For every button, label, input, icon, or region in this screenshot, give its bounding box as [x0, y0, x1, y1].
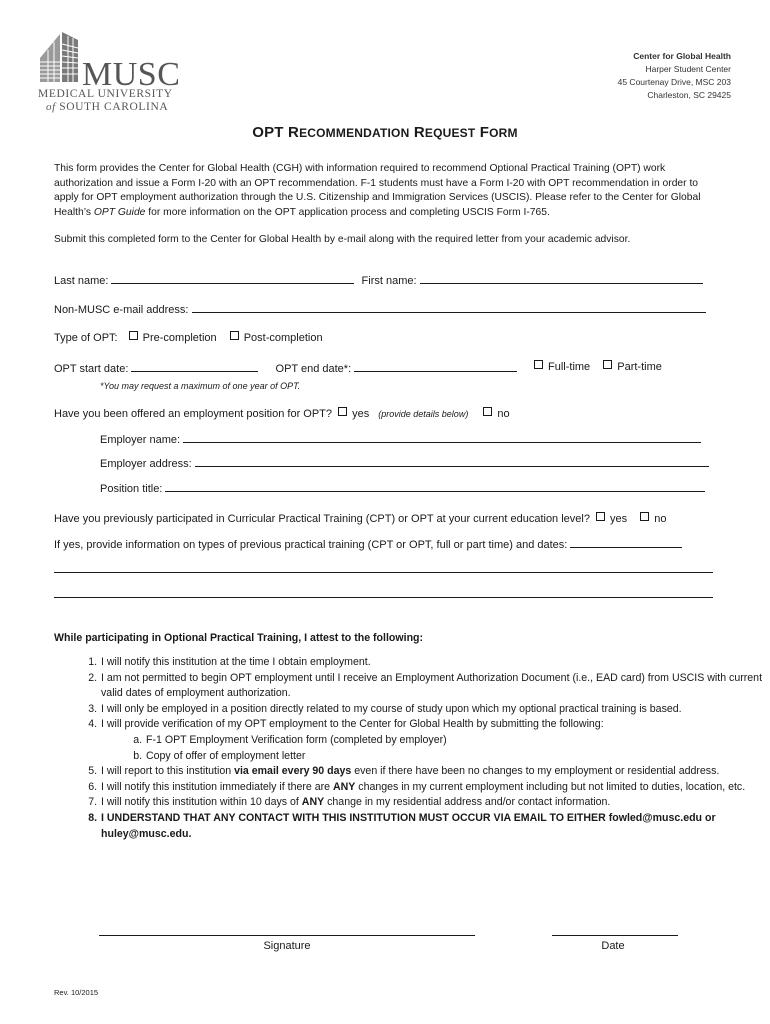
employment-offered-question: Have you been offered an employment position for OPT?: [54, 408, 333, 420]
attest-item-4b: b. Copy of offer of employment letter: [145, 749, 765, 765]
employer-address-row: [100, 455, 709, 470]
attest-item-5: 5. I will report to this institution via email every 90 days even if there have been no changes to my employment or residential address.: [100, 764, 765, 780]
position-title-row: [100, 480, 705, 495]
position-title-label: Position title:: [100, 483, 163, 495]
intro-paragraph: This form provides the Center for Global Health (CGH) with information required to recommend Optional Practical Training (OPT) work authorization and issue a Form I-20 with an OPT recommendation. F-1 students must have a Form I-20 with OPT recommendation in order to apply for OPT employment authorization through the U.S. Citizenship and Immigration Services (USCIS). Please refer to the Center for Global Health’s OPT Guide for more information on the OPT application process and completing USCIS Form I-765.: [54, 163, 701, 218]
offered-yes-label: yes: [352, 408, 370, 420]
attest-sublist: [101, 733, 765, 764]
date-line[interactable]: [552, 935, 678, 936]
employer-address-field[interactable]: [195, 455, 709, 467]
address-line-1: Harper Student Center: [645, 64, 731, 74]
address-line-2: 45 Courtenay Drive, MSC 203: [617, 77, 731, 87]
opt-end-label: OPT end date*:: [275, 363, 352, 375]
attest-list: [54, 655, 765, 842]
opt-type-label: Type of OPT:: [54, 332, 118, 344]
prior-training-line-2[interactable]: [54, 572, 713, 573]
position-title-field[interactable]: [165, 480, 705, 492]
employer-name-field[interactable]: [183, 431, 701, 443]
cpt-yes-label: yes: [610, 513, 628, 525]
cpt-question: Have you previously participated in Curricular Practical Training (CPT) or OPT at your current education level?: [54, 513, 590, 525]
full-time-label: Full-time: [548, 361, 591, 373]
opt-start-label: OPT start date:: [54, 363, 129, 375]
email-field[interactable]: [192, 301, 706, 313]
signature-line[interactable]: [99, 935, 475, 936]
prior-training-field[interactable]: [570, 536, 682, 548]
email-row: [54, 301, 706, 316]
first-name-label: First name:: [361, 275, 417, 287]
logo-subtitle-1: MEDICAL UNIVERSITY: [38, 88, 173, 100]
attest-item-2: 2. I am not permitted to begin OPT employment until I receive an Employment Authorization Document (i.e., EAD card) from USCIS with current valid dates of employment authorization.: [100, 671, 765, 702]
time-type-group: [534, 360, 662, 373]
employer-name-label: Employer name:: [100, 434, 181, 446]
revision-note: Rev. 10/2015: [54, 988, 99, 997]
cpt-yes-checkbox[interactable]: [596, 512, 605, 521]
offered-no-checkbox[interactable]: [483, 407, 492, 416]
opt-start-field[interactable]: [131, 360, 258, 372]
post-completion-label: Post-completion: [243, 332, 323, 344]
prior-training-line-3[interactable]: [54, 597, 713, 598]
signature-label: Signature: [263, 940, 311, 952]
address-line-3: Charleston, SC 29425: [647, 90, 731, 100]
attest-heading: While participating in Optional Practical Training, I attest to the following:: [54, 632, 424, 644]
employment-offered-row: [54, 407, 510, 420]
part-time-label: Part-time: [617, 361, 662, 373]
cpt-no-checkbox[interactable]: [640, 512, 649, 521]
name-row: [54, 272, 703, 287]
offered-no-label: no: [497, 408, 510, 420]
employer-name-row: [100, 431, 701, 446]
email-label: Non-MUSC e-mail address:: [54, 304, 189, 316]
attest-item-4a: a. F-1 OPT Employment Verification form (completed by employer): [145, 733, 765, 749]
attest-item-6: 6. I will notify this institution immediately if there are ANY changes in my current employment including but not limited to duties, location, etc.: [100, 780, 765, 796]
page-title: OPT RECOMMENDATION REQUEST FORM: [252, 124, 518, 141]
submit-instructions: Submit this completed form to the Center for Global Health by e-mail along with the required letter from your academic advisor.: [54, 234, 631, 245]
pre-completion-label: Pre-completion: [142, 332, 217, 344]
logo-wordmark: MUSC: [82, 56, 181, 93]
opt-dates-row: [54, 360, 517, 375]
first-name-field[interactable]: [420, 272, 703, 284]
max-opt-note: *You may request a maximum of one year of OPT.: [100, 381, 301, 391]
last-name-label: Last name:: [54, 275, 109, 287]
address-org: Center for Global Health: [633, 51, 731, 61]
attest-item-8: 8. I UNDERSTAND THAT ANY CONTACT WITH THIS INSTITUTION MUST OCCUR VIA EMAIL TO EITHER fowled@musc.edu or huley@musc.edu.: [100, 811, 765, 842]
prior-training-row: [54, 536, 682, 551]
attest-item-1: 1. I will notify this institution at the time I obtain employment.: [100, 655, 765, 671]
attest-item-3: 3. I will only be employed in a position directly related to my course of study upon which my optional practical training is based.: [100, 702, 765, 718]
offered-yes-checkbox[interactable]: [338, 407, 347, 416]
date-label: Date: [601, 940, 625, 952]
prior-training-label: If yes, provide information on types of previous practical training (CPT or OPT, full or part time) and dates:: [54, 539, 568, 551]
cpt-row: [54, 512, 666, 525]
attest-item-7: 7. I will notify this institution within 10 days of ANY change in my residential address and/or contact information.: [100, 795, 765, 811]
logo-subtitle-2: of SOUTH CAROLINA: [46, 101, 169, 113]
details-note: (provide details below): [378, 409, 469, 419]
pre-completion-checkbox[interactable]: [129, 331, 138, 340]
last-name-field[interactable]: [111, 272, 354, 284]
part-time-checkbox[interactable]: [603, 360, 612, 369]
post-completion-checkbox[interactable]: [230, 331, 239, 340]
employer-address-label: Employer address:: [100, 458, 192, 470]
opt-end-field[interactable]: [354, 360, 517, 372]
opt-type-row: [54, 331, 323, 344]
cpt-no-label: no: [654, 513, 667, 525]
full-time-checkbox[interactable]: [534, 360, 543, 369]
attest-item-4: 4. I will provide verification of my OPT employment to the Center for Global Health by submitting the following: a. F-1 OPT Employment Verification form (completed by employer) b. Copy of offer of employment letter: [100, 717, 765, 764]
